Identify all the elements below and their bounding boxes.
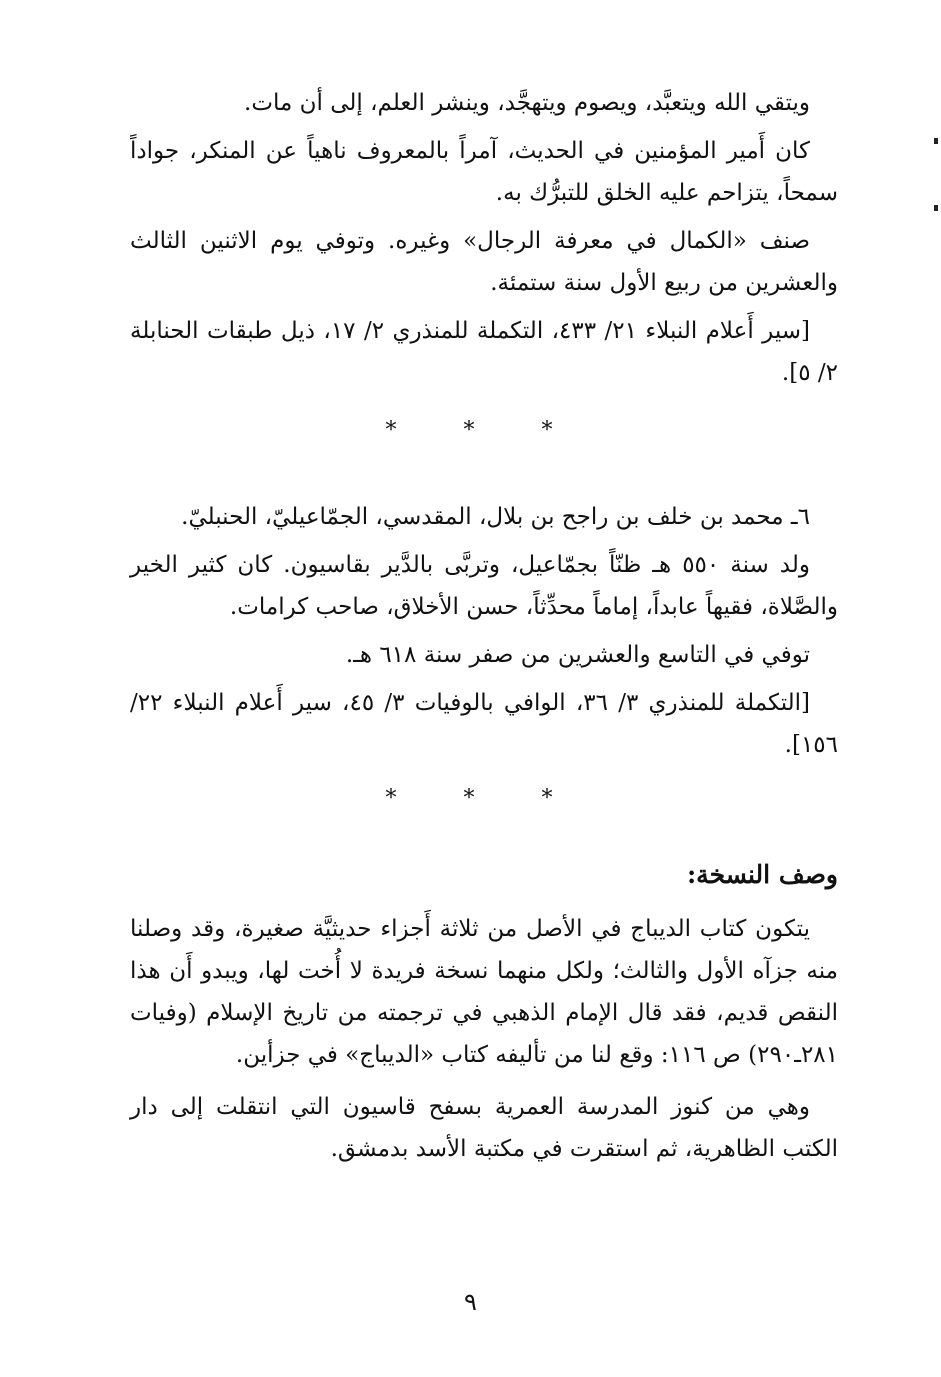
- biography-heading: ٦ـ محمد بن خلف بن راجح بن بلال، المقدسي، الجمّاعيليّ، الحنبليّ.: [181, 504, 810, 530]
- section-3: [130, 908, 838, 1170]
- scan-edge-mark: [934, 138, 938, 144]
- section-separator: * * *: [385, 786, 583, 811]
- scan-edge-mark: [934, 205, 938, 211]
- paragraph: صنف «الكمال في معرفة الرجال» وغيره. وتوفي يوم الاثنين الثالث والعشرين من ربيع الأول سنة ستمئة.: [130, 228, 838, 296]
- citation: [سير أَعلام النبلاء ٢١/ ٤٣٣، التكملة للمنذري ٢/ ١٧، ذيل طبقات الحنابلة ٢/ ٥].: [130, 318, 838, 386]
- section-separator: * * *: [385, 418, 583, 443]
- section-2: [130, 496, 838, 766]
- paragraph: وهي من كنوز المدرسة العمرية بسفح قاسيون التي انتقلت إلى دار الكتب الظاهرية، ثم استقرت في مكتبة الأسد بدمشق.: [130, 1094, 838, 1162]
- paragraph: ويتقي الله ويتعبَّد، ويصوم ويتهجَّد، وينشر العلم، إلى أن مات.: [244, 90, 810, 116]
- paragraph: كان أَمير المؤمنين في الحديث، آمراً بالمعروف ناهياً عن المنكر، جواداً سمحاً، يتزاحم عليه الخلق للتبرُّك به.: [130, 138, 838, 206]
- citation: [التكملة للمنذري ٣/ ٣٦، الوافي بالوفيات ٣/ ٤٥، سير أَعلام النبلاء ٢٢/ ١٥٦].: [130, 690, 838, 758]
- paragraph: توفي في التاسع والعشرين من صفر سنة ٦١٨ هـ.: [345, 642, 810, 668]
- page-number: ٩: [464, 1288, 477, 1316]
- section-heading: وصف النسخة:: [686, 860, 838, 889]
- section-1: [130, 82, 838, 394]
- paragraph: ولد سنة ٥٥٠ هـ ظنّاً بجمّاعيل، وتربَّى بالدَّير بقاسيون. كان كثير الخير والصَّلاة، فقيهاً عابداً، إماماً محدِّثاً، حسن الأخلاق، صاحب كرامات.: [130, 552, 838, 620]
- paragraph: يتكون كتاب الديباج في الأصل من ثلاثة أَجزاء حديثيَّة صغيرة، وقد وصلنا منه جزآه الأول والثالث؛ ولكل منهما نسخة فريدة لا أُخت لها، ويبدو أَن هذا النقص قديم، فقد قال الإمام الذهبي في ترجمته من تاريخ الإسلام (وفيات ٢٨١ـ٢٩٠) ص ١١٦: وقع لنا من تأليفه كتاب «الديباج» في جزأين.: [130, 916, 838, 1068]
